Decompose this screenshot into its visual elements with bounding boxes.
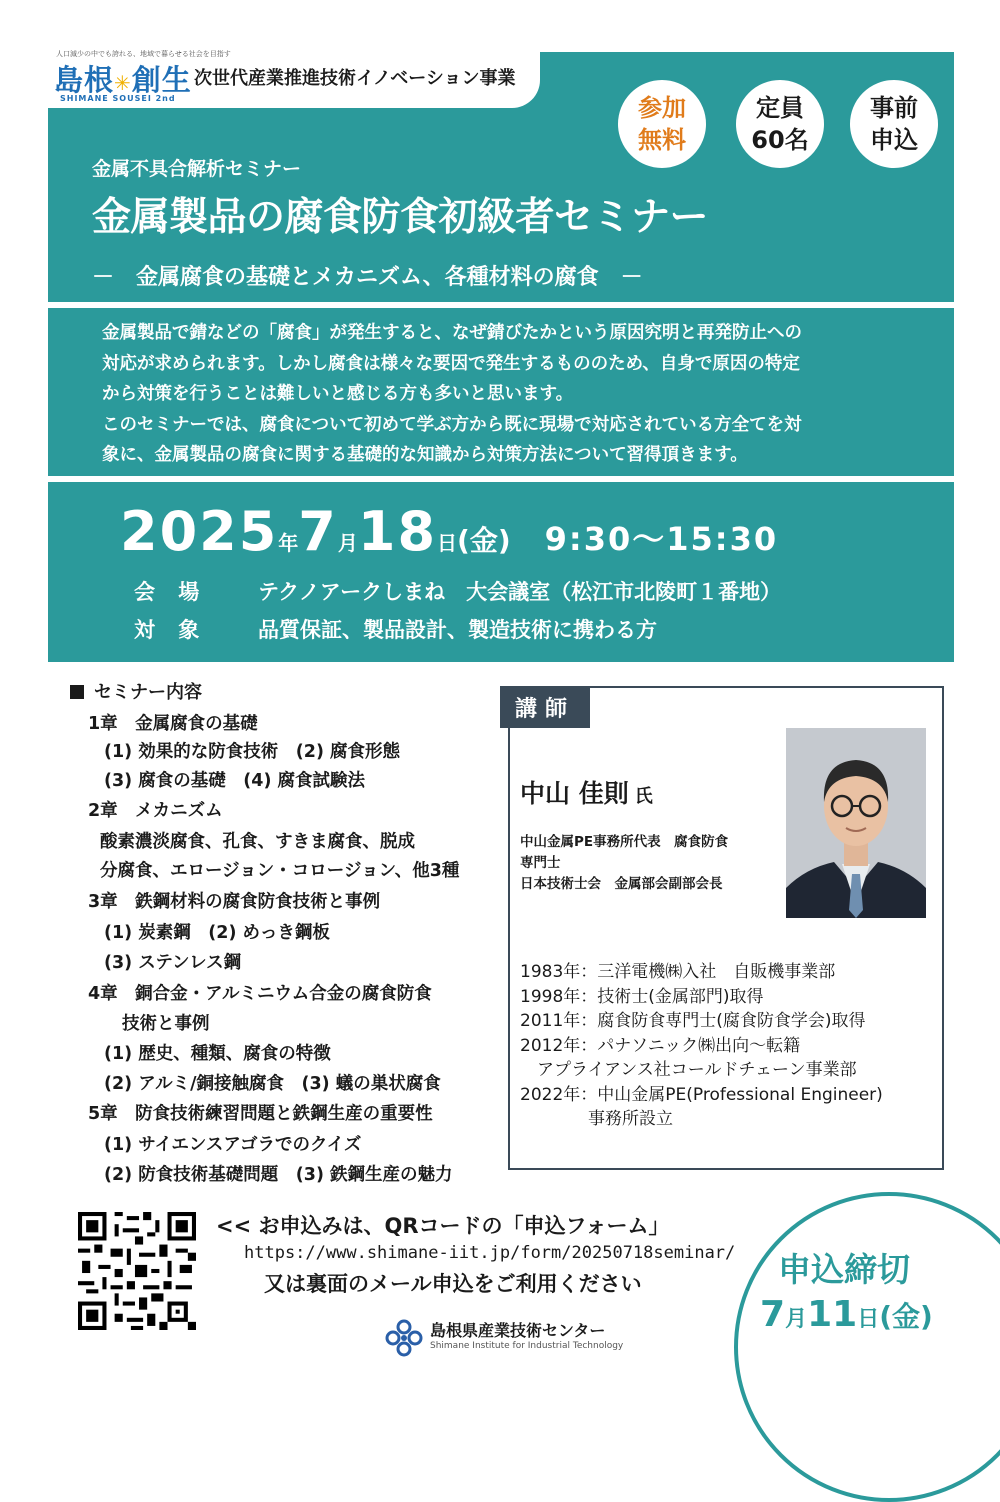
target-row <box>134 614 657 644</box>
instructor-career <box>520 960 883 1132</box>
content-item: (3) ステンレス鋼 <box>104 953 242 973</box>
badge-free: 参加 無料 <box>616 78 708 170</box>
affiliation-line: 日本技術士会 金属部会副部会長 <box>520 876 723 892</box>
description-line: このセミナーでは、腐食について初めて学ぶ方から既に現場で対応されている方全てを対 <box>102 414 802 435</box>
square-bullet-icon <box>70 685 84 699</box>
content-heading-text: セミナー内容 <box>94 682 202 703</box>
target-label: 対 象 <box>134 618 208 642</box>
qr-code[interactable] <box>78 1212 196 1330</box>
logo-tagline: 人口減少の中でも誇れる、地域で暮らせる社会を目指す <box>56 50 231 58</box>
target-value: 品質保証、製品設計、製造技術に携わる方 <box>258 618 657 642</box>
content-item: (2) アルミ/銅接触腐食 (3) 蟻の巣状腐食 <box>104 1074 441 1094</box>
program-name: 次世代産業推進技術イノベーション事業 <box>194 68 516 89</box>
career-line: 1983年：三洋電機㈱入社 自販機事業部 <box>520 962 836 982</box>
content-item: (1) 炭素鋼 (2) めっき鋼板 <box>104 923 330 943</box>
description <box>102 318 920 471</box>
content-item: 分腐食、エロージョン・コロージョン、他3種 <box>100 861 460 881</box>
event-time: 9:30～15:30 <box>544 520 779 558</box>
content-item: (2) 防食技術基礎問題 (3) 鉄鋼生産の魅力 <box>104 1165 453 1185</box>
description-line: 金属製品で錆などの「腐食」が発生すると、なぜ錆びたかという原因究明と再発防止への <box>102 323 802 343</box>
shimane-sousei-logo <box>54 58 192 99</box>
instructor-name <box>520 774 653 810</box>
venue-value: テクノアークしまね 大会議室（松江市北陵町１番地） <box>258 580 782 604</box>
event-month: 7 <box>298 500 338 563</box>
seminar-title: 金属製品の腐食防食初級者セミナー <box>92 195 709 240</box>
organization-logo-icon <box>384 1318 424 1358</box>
content-item: (1) 歴史、種類、腐食の特徴 <box>104 1044 331 1064</box>
career-line: 事務所設立 <box>520 1109 673 1129</box>
venue-label: 会 場 <box>134 580 208 604</box>
event-weekday: (金) <box>457 524 511 557</box>
content-item: (1) サイエンスアゴラでのクイズ <box>104 1135 362 1155</box>
career-line: アプライアンス社コールドチェーン事業部 <box>520 1060 857 1080</box>
deadline-day-unit: 日 <box>857 1307 880 1332</box>
month-unit: 月 <box>337 531 358 555</box>
event-day: 18 <box>357 500 438 563</box>
deadline-weekday: (金) <box>879 1300 933 1333</box>
apply-alternative: 又は裏面のメール申込をご利用ください <box>264 1272 642 1296</box>
content-item: (1) 効果的な防食技術 (2) 腐食形態 <box>104 742 401 762</box>
seminar-subtitle: － 金属腐食の基礎とメカニズム、各種材料の腐食 － <box>92 265 643 290</box>
logo-text-2: 創生 <box>131 63 192 97</box>
deadline-month: 7 <box>760 1294 786 1335</box>
instructor-name-text: 中山 佳則 <box>520 779 629 808</box>
instructor-affiliation <box>520 832 776 895</box>
venue-row <box>134 576 781 606</box>
content-item: 酸素濃淡腐食、孔食、すきま腐食、脱成 <box>100 832 415 852</box>
description-line: 対応が求められます。しかし腐食は様々な要因で発生するもののため、自身で原因の特定 <box>102 353 800 374</box>
event-date <box>120 500 778 563</box>
content-item: 3章 鉄鋼材料の腐食防食技術と事例 <box>88 892 381 912</box>
seminar-category: 金属不具合解析セミナー <box>92 158 302 180</box>
content-item: 5章 防食技術練習問題と鉄鋼生産の重要性 <box>88 1104 433 1124</box>
instructor-tag: 講師 <box>500 686 590 728</box>
organization-name: 島根県産業技術センター <box>430 1321 606 1340</box>
description-line: 象に、金属製品の腐食に関する基礎的な知識から対策方法について習得頂きます。 <box>102 445 748 465</box>
badge-capacity: 定員 60名 <box>734 78 826 170</box>
affiliation-line: 中山金属PE事務所代表 腐食防食 <box>520 834 729 850</box>
deadline-date <box>760 1294 933 1335</box>
content-item: 4章 銅合金・アルミニウム合金の腐食防食 <box>88 984 432 1004</box>
logo-text-1: 島根 <box>54 63 115 97</box>
career-line: 1998年：技術士(金属部門)取得 <box>520 986 764 1007</box>
deadline-month-unit: 月 <box>785 1307 808 1332</box>
instructor-photo <box>786 728 926 918</box>
apply-url-link[interactable]: https://www.shimane-iit.jp/form/20250718seminar/ <box>244 1243 736 1263</box>
career-line: 2012年：パナソニック㈱出向～転籍 <box>520 1035 801 1056</box>
apply-instruction: << お申込みは、QRコードの「申込フォーム」 <box>216 1214 670 1238</box>
badge-reservation: 事前 申込 <box>848 78 940 170</box>
content-item: (3) 腐食の基礎 (4) 腐食試験法 <box>104 771 366 791</box>
content-item: 1章 金属腐食の基礎 <box>88 714 258 734</box>
logo-subtitle: SHIMANE SOUSEI 2nd <box>60 94 176 103</box>
year-unit: 年 <box>278 531 299 555</box>
description-line: から対策を行うことは難しいと感じる方も多いと思います。 <box>102 384 574 404</box>
deadline-circle <box>734 1192 1000 1502</box>
content-item: 技術と事例 <box>122 1014 210 1034</box>
organization-name-en: Shimane Institute for Industrial Technology <box>430 1341 624 1351</box>
content-item: 2章 メカニズム <box>88 801 223 821</box>
star-icon: ✳ <box>114 71 132 95</box>
affiliation-line: 専門士 <box>520 855 561 871</box>
event-year: 2025 <box>120 500 279 563</box>
content-heading <box>70 678 202 704</box>
deadline-title: 申込締切 <box>778 1250 910 1289</box>
career-line: 2011年：腐食防食専門士(腐食防食学会)取得 <box>520 1011 866 1031</box>
day-unit: 日 <box>437 531 458 555</box>
instructor-honorific: 氏 <box>634 786 653 807</box>
deadline-day: 11 <box>807 1294 858 1335</box>
career-line: 2022年：中山金属PE(Professional Engineer) <box>520 1084 883 1105</box>
